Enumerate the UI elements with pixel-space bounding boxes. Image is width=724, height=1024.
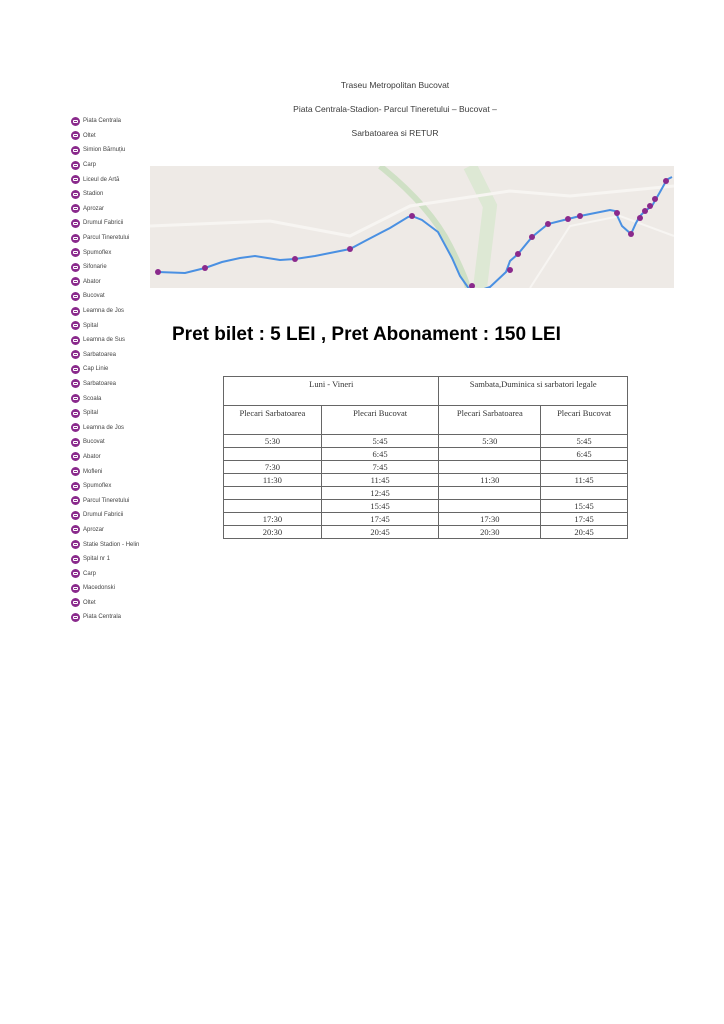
bus-stop-icon [71, 161, 80, 170]
table-cell: 5:45 [541, 435, 628, 448]
bus-stop-icon [71, 292, 80, 301]
map-stop-marker [292, 256, 298, 262]
table-cell: 5:45 [321, 435, 439, 448]
table-cell: 6:45 [321, 448, 439, 461]
bus-stop-icon [71, 234, 80, 243]
stop-item [71, 552, 181, 567]
col-header: Plecari Sarbatoarea [439, 406, 541, 435]
table-cell [541, 487, 628, 500]
stop-label: Scoala [83, 395, 102, 402]
stop-label: Statie Stadion - Helin [83, 541, 140, 548]
stop-item [71, 377, 181, 392]
table-cell: 6:45 [541, 448, 628, 461]
stop-item [71, 596, 181, 611]
table-row [224, 448, 628, 461]
map-green-area [470, 166, 490, 288]
bus-stop-icon [71, 540, 80, 549]
map-stop-marker [529, 234, 535, 240]
stop-label: Sarbatoarea [83, 351, 117, 358]
table-cell: 15:45 [321, 500, 439, 513]
map-stop-marker [507, 267, 513, 273]
map-stop-marker [409, 213, 415, 219]
bus-stop-icon [71, 525, 80, 534]
table-cell: 15:45 [541, 500, 628, 513]
bus-stop-icon [71, 365, 80, 374]
col-header: Plecari Bucovat [541, 406, 628, 435]
bus-stop-icon [71, 350, 80, 359]
bus-stop-icon [71, 190, 80, 199]
stop-item [71, 362, 181, 377]
bus-stop-icon [71, 336, 80, 345]
stop-label: Abator [83, 278, 101, 285]
map-stop-marker [652, 196, 658, 202]
stop-item [71, 610, 181, 625]
stop-label: Liceul de Artă [83, 176, 120, 183]
stop-item [71, 391, 181, 406]
weekend-header: Sambata,Duminica si sarbatori legale [439, 377, 628, 406]
table-cell: 7:30 [224, 461, 322, 474]
bus-stop-icon [71, 598, 80, 607]
bus-stop-icon [71, 482, 80, 491]
bus-stop-icon [71, 584, 80, 593]
map-stop-marker [637, 215, 643, 221]
table-row [224, 500, 628, 513]
table-row [224, 461, 628, 474]
bus-stop-icon [71, 423, 80, 432]
stop-label: Spumoflex [83, 483, 112, 490]
bus-stop-icon [71, 175, 80, 184]
map-stop-marker [155, 269, 161, 275]
stop-label: Abator [83, 453, 101, 460]
bus-stop-icon [71, 511, 80, 520]
bus-stop-icon [71, 117, 80, 126]
table-row [224, 513, 628, 526]
map-stop-marker [663, 178, 669, 184]
bus-stop-icon [71, 438, 80, 447]
stop-item [71, 143, 181, 158]
map-road [530, 216, 674, 288]
bus-stop-icon [71, 452, 80, 461]
stop-label: Mofleni [83, 468, 103, 475]
stop-item [71, 420, 181, 435]
map-stop-marker [614, 210, 620, 216]
bus-stop-icon [71, 379, 80, 388]
stop-label: Piata Centrala [83, 614, 122, 621]
stop-label: Bucovat [83, 439, 105, 446]
bus-stop-icon [71, 467, 80, 476]
bus-stop-icon [71, 131, 80, 140]
table-cell [224, 487, 322, 500]
stop-label: Aprozar [83, 205, 105, 212]
title-line-2: Piata Centrala-Stadion- Parcul Tineretului – Bucovat – [293, 104, 497, 114]
table-cell: 20:45 [541, 526, 628, 539]
stop-item [71, 508, 181, 523]
table-row [224, 474, 628, 487]
stop-label: Parcul Tineretului [83, 497, 130, 504]
map-stop-marker [647, 203, 653, 209]
table-row [224, 487, 628, 500]
map-stop-marker [515, 251, 521, 257]
table-cell: 17:30 [224, 513, 322, 526]
table-cell [224, 448, 322, 461]
bus-stop-icon [71, 248, 80, 257]
bus-stop-icon [71, 277, 80, 286]
stop-label: Spital [83, 322, 99, 329]
table-cell: 20:45 [321, 526, 439, 539]
bus-stop-icon [71, 613, 80, 622]
bus-stop-icon [71, 569, 80, 578]
stop-label: Aprozar [83, 526, 105, 533]
bus-stop-icon [71, 204, 80, 213]
stop-item [71, 348, 181, 363]
table-cell: 11:30 [439, 474, 541, 487]
table-cell [224, 500, 322, 513]
weekday-header: Luni - Vineri [224, 377, 439, 406]
table-row [224, 526, 628, 539]
bus-stop-icon [71, 263, 80, 272]
stop-item [71, 114, 181, 129]
stop-label: Bucovat [83, 293, 105, 300]
bus-stop-icon [71, 555, 80, 564]
table-cell: 17:30 [439, 513, 541, 526]
table-cell: 11:45 [541, 474, 628, 487]
stop-label: Stadion [83, 191, 104, 198]
table-cell: 20:30 [439, 526, 541, 539]
map-stop-marker [202, 265, 208, 271]
stop-item [71, 450, 181, 465]
stop-item [71, 406, 181, 421]
stop-item [71, 523, 181, 538]
stop-label: Sarbatoarea [83, 380, 117, 387]
bus-stop-icon [71, 496, 80, 505]
stop-label: Cap Linie [83, 366, 109, 373]
stop-label: Oltet [83, 132, 96, 139]
stop-label: Simion Bărnuțiu [83, 147, 126, 154]
col-header: Plecari Bucovat [321, 406, 439, 435]
stop-item [71, 289, 181, 304]
stop-label: Parcul Tineretului [83, 235, 130, 242]
stop-label: Carp [83, 570, 97, 577]
stop-label: Spumoflex [83, 249, 112, 256]
table-cell [439, 461, 541, 474]
table-cell: 17:45 [321, 513, 439, 526]
stop-label: Macedonski [83, 585, 116, 592]
stop-item [71, 129, 181, 144]
table-cell [541, 461, 628, 474]
map-stop-marker [577, 213, 583, 219]
table-cell: 11:45 [321, 474, 439, 487]
map-stop-marker [545, 221, 551, 227]
price-info: Pret bilet : 5 LEI , Pret Abonament : 150 LEI [172, 324, 561, 345]
title-line-3: Sarbatoarea si RETUR [351, 128, 439, 138]
table-row [224, 435, 628, 448]
col-header: Plecari Sarbatoarea [224, 406, 322, 435]
stop-item [71, 566, 181, 581]
table-cell: 20:30 [224, 526, 322, 539]
stop-item [71, 493, 181, 508]
bus-stop-icon [71, 219, 80, 228]
table-cell: 7:45 [321, 461, 439, 474]
stop-item [71, 464, 181, 479]
stop-label: Piata Centrala [83, 118, 122, 125]
stop-label: Drumul Fabricii [83, 220, 124, 227]
route-map-svg [150, 166, 674, 288]
map-stop-marker [565, 216, 571, 222]
route-map [150, 166, 674, 288]
map-stop-marker [642, 208, 648, 214]
table-cell: 12:45 [321, 487, 439, 500]
stop-label: Carp [83, 162, 97, 169]
stop-label: Leamna de Sus [83, 337, 126, 344]
table-cell: 11:30 [224, 474, 322, 487]
stop-label: Spital [83, 410, 99, 417]
stop-item [71, 304, 181, 319]
stop-label: Oltet [83, 599, 96, 606]
schedule-table [223, 376, 628, 539]
stop-label: Sifonarie [83, 264, 107, 271]
table-cell [439, 487, 541, 500]
stop-label: Leamna de Jos [83, 308, 125, 315]
table-cell [439, 448, 541, 461]
title-line-1: Traseu Metropolitan Bucovat [340, 80, 450, 90]
map-stop-marker [347, 246, 353, 252]
bus-stop-icon [71, 394, 80, 403]
table-cell: 5:30 [224, 435, 322, 448]
stop-item [71, 318, 181, 333]
bus-stop-icon [71, 409, 80, 418]
stop-label: Spital nr 1 [83, 556, 111, 563]
map-stop-marker [628, 231, 634, 237]
stop-label: Leamna de Jos [83, 424, 125, 431]
bus-stop-icon [71, 321, 80, 330]
table-cell: 5:30 [439, 435, 541, 448]
stop-item [71, 333, 181, 348]
stop-item [71, 537, 181, 552]
stop-item [71, 581, 181, 596]
table-cell: 17:45 [541, 513, 628, 526]
table-cell [439, 500, 541, 513]
stop-item [71, 479, 181, 494]
stop-label: Drumul Fabricii [83, 512, 124, 519]
stop-item [71, 435, 181, 450]
bus-stop-icon [71, 307, 80, 316]
bus-stop-icon [71, 146, 80, 155]
